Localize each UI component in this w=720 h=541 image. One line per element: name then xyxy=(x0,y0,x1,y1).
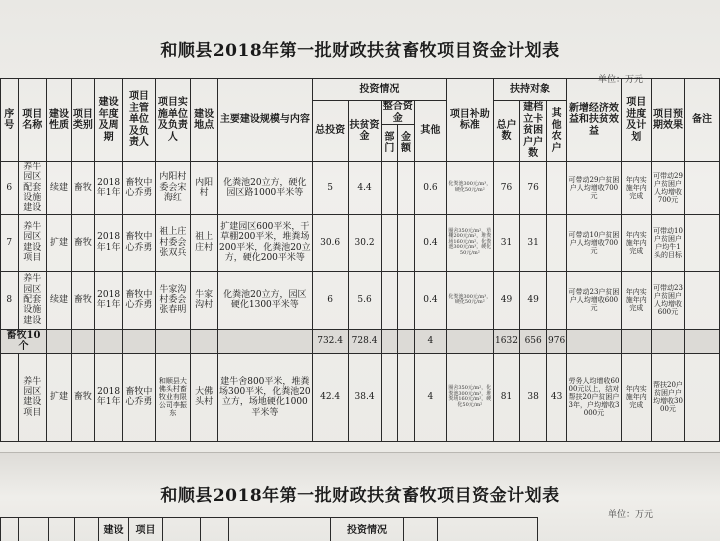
cell-impl: 和顺县大佛头村畜牧业有限公司李振东 xyxy=(155,353,191,441)
cell-seq xyxy=(1,353,19,441)
cell-poor: 31 xyxy=(520,214,547,271)
header-expect: 项目预期效果 xyxy=(651,79,684,162)
header-total: 总投资 xyxy=(312,101,348,162)
cell-expect: 帮扶20户贫困户户均增收3000元 xyxy=(651,353,684,441)
unit-label: 单位：万元 xyxy=(598,72,643,85)
cell-total: 42.4 xyxy=(312,353,348,441)
cell-expect: 可带动10户贫困户户均牛1头的目标 xyxy=(651,214,684,271)
cell-progress: 年内实施年内完成 xyxy=(621,353,651,441)
header-remark: 备注 xyxy=(684,79,719,162)
cell-site: 大佛头村 xyxy=(191,353,218,441)
header-households: 总户数 xyxy=(493,101,520,162)
header-owner: 项目主管单位及负责人 xyxy=(123,79,155,162)
cell-otherh xyxy=(546,214,566,271)
header-impl: 项目实施单位及负责人 xyxy=(155,79,191,162)
table-row xyxy=(1,353,720,441)
cell-benefit: 劳务人均增收6000元以上，结对帮扶20户贫困户3年，户均增收3000元 xyxy=(567,353,621,441)
cell-benefit: 可带动29户贫困户人均增收700元 xyxy=(567,162,621,215)
cell-benefit: 可带动10户贫困户人均增收700元 xyxy=(567,214,621,271)
subtotal-row xyxy=(1,329,720,353)
cell-site: 内阳村 xyxy=(191,162,218,215)
table-title: 和顺县2018年第一批财政扶贫畜牧项目资金计划表 xyxy=(0,36,720,61)
cell-fund: 5.6 xyxy=(348,271,381,329)
cell-other: 0.4 xyxy=(414,214,446,271)
cell-year: 2018年1年 xyxy=(94,162,122,215)
header-amount: 金额 xyxy=(398,125,415,162)
cell-poor: 76 xyxy=(520,162,547,215)
cell-amount xyxy=(398,271,415,329)
cell-name: 养牛园区配套设施建设 xyxy=(18,271,46,329)
cell-subsidy: 圈舍350元/m²，草棚200元/m²，堆粪场160元/m²，化粪池300元/m³，硬化50元/m² xyxy=(446,214,493,271)
cell-category: 畜牧 xyxy=(71,214,94,271)
unit-label-page-2: 单位：万元 xyxy=(608,507,653,520)
cell-subsidy: 圈舍350元/m²，化粪池300元/m³，堆粪场160元/m²，硬化50元/m² xyxy=(446,353,493,441)
header-dept: 部门 xyxy=(381,125,398,162)
cell-households: 76 xyxy=(493,162,520,215)
document-page-2 xyxy=(0,452,720,541)
header-year: 建设年度及周期 xyxy=(94,79,122,162)
header-poor: 建档立卡贫困户户数 xyxy=(520,101,547,162)
cell-category: 畜牧 xyxy=(71,162,94,215)
cell-category: 畜牧 xyxy=(71,353,94,441)
cell-dept xyxy=(381,353,398,441)
cell-name: 养牛园区建设项目 xyxy=(18,353,46,441)
cell-benefit: 可带动23户贫困户人均增收600元 xyxy=(567,271,621,329)
funding-plan-table-page-2 xyxy=(0,517,538,541)
cell-dept xyxy=(381,271,398,329)
header-progress: 项目进度及计划 xyxy=(621,79,651,162)
cell-content: 化粪池20立方，硬化园区路1000平米等 xyxy=(217,162,312,215)
header-content: 主要建设规模与内容 xyxy=(217,79,312,162)
cell-content: 化粪池20立方，园区硬化1300平米等 xyxy=(217,271,312,329)
cell-nature: 续建 xyxy=(47,271,72,329)
cell-owner: 畜牧中心乔勇 xyxy=(123,214,155,271)
header-project-fragment: 项目 xyxy=(129,518,163,541)
cell-dept xyxy=(381,162,398,215)
cell-name: 养牛园区建设项目 xyxy=(18,214,46,271)
cell-amount xyxy=(398,162,415,215)
cell-expect: 可带动23户贫困户人均增收600元 xyxy=(651,271,684,329)
subtotal-other: 4 xyxy=(414,329,446,353)
cell-otherh: 43 xyxy=(546,353,566,441)
cell-households: 81 xyxy=(493,353,520,441)
header-subsidy: 项目补助标准 xyxy=(446,79,493,162)
subtotal-label: 畜牧10个 xyxy=(1,329,47,353)
cell-progress: 年内实施年内完成 xyxy=(621,214,651,271)
cell-households: 49 xyxy=(493,271,520,329)
cell-site: 祖上庄村 xyxy=(191,214,218,271)
cell-owner: 畜牧中心乔勇 xyxy=(123,353,155,441)
cell-total: 5 xyxy=(312,162,348,215)
cell-total: 30.6 xyxy=(312,214,348,271)
cell-poor: 49 xyxy=(520,271,547,329)
subtotal-households: 1632 xyxy=(493,329,520,353)
header-category: 项目类别 xyxy=(71,79,94,162)
subtotal-poor: 656 xyxy=(520,329,547,353)
cell-subsidy: 化粪池300元/m³，硬化50元/m² xyxy=(446,162,493,215)
cell-year: 2018年1年 xyxy=(94,214,122,271)
cell-remark xyxy=(684,162,719,215)
cell-expect: 可带动29户贫困户人均增收700元 xyxy=(651,162,684,215)
cell-dept xyxy=(381,214,398,271)
cell-impl: 牛家沟村委会张春明 xyxy=(155,271,191,329)
header-benefit: 新增经济效益和扶贫效益 xyxy=(567,79,621,162)
cell-seq: 6 xyxy=(1,162,19,215)
header-build-fragment: 建设 xyxy=(99,518,129,541)
header-invest: 投资情况 xyxy=(312,79,446,101)
funding-plan-table xyxy=(0,78,720,442)
cell-nature: 续建 xyxy=(47,162,72,215)
cell-owner: 畜牧中心乔勇 xyxy=(123,271,155,329)
cell-remark xyxy=(684,214,719,271)
cell-content: 扩建园区600平米，干草棚200平米，堆粪场200平米，化粪池20立方，硬化200平米等 xyxy=(217,214,312,271)
table-row xyxy=(1,214,720,271)
header-name: 项目名称 xyxy=(18,79,46,162)
cell-nature: 扩建 xyxy=(47,214,72,271)
header-target: 扶持对象 xyxy=(493,79,567,101)
cell-seq: 8 xyxy=(1,271,19,329)
cell-total: 6 xyxy=(312,271,348,329)
header-other: 其他 xyxy=(414,101,446,162)
header-nature: 建设性质 xyxy=(47,79,72,162)
cell-fund: 4.4 xyxy=(348,162,381,215)
cell-amount xyxy=(398,353,415,441)
cell-impl: 内阳村委会宋海红 xyxy=(155,162,191,215)
table-row xyxy=(1,162,720,215)
subtotal-total: 732.4 xyxy=(312,329,348,353)
header-invest-fragment: 投资情况 xyxy=(331,518,404,541)
cell-site: 牛家沟村 xyxy=(191,271,218,329)
cell-owner: 畜牧中心乔勇 xyxy=(123,162,155,215)
subtotal-fund: 728.4 xyxy=(348,329,381,353)
cell-seq: 7 xyxy=(1,214,19,271)
header-otherh: 其他农户 xyxy=(546,101,566,162)
cell-nature: 扩建 xyxy=(47,353,72,441)
header-seq: 序号 xyxy=(1,79,19,162)
cell-otherh xyxy=(546,162,566,215)
cell-amount xyxy=(398,214,415,271)
cell-otherh xyxy=(546,271,566,329)
cell-fund: 30.2 xyxy=(348,214,381,271)
table-title-page-2: 和顺县2018年第一批财政扶贫畜牧项目资金计划表 xyxy=(0,481,720,506)
header-site: 建设地点 xyxy=(191,79,218,162)
cell-category: 畜牧 xyxy=(71,271,94,329)
cell-impl: 祖上庄村委会张双兵 xyxy=(155,214,191,271)
cell-remark xyxy=(684,271,719,329)
cell-households: 31 xyxy=(493,214,520,271)
header-fund: 扶贫资金 xyxy=(348,101,381,162)
cell-year: 2018年1年 xyxy=(94,271,122,329)
cell-year: 2018年1年 xyxy=(94,353,122,441)
cell-other: 0.6 xyxy=(414,162,446,215)
cell-subsidy: 化粪池300元/m³，硬化50元/m² xyxy=(446,271,493,329)
cell-other: 4 xyxy=(414,353,446,441)
cell-poor: 38 xyxy=(520,353,547,441)
subtotal-otherh: 976 xyxy=(546,329,566,353)
cell-progress: 年内实施年内完成 xyxy=(621,271,651,329)
cell-progress: 年内实施年内完成 xyxy=(621,162,651,215)
cell-remark xyxy=(684,353,719,441)
cell-other: 0.4 xyxy=(414,271,446,329)
cell-content: 建牛舍800平米，堆粪场300平米，化粪池20立方，场地硬化1000平米等 xyxy=(217,353,312,441)
cell-name: 养牛园区配套设施建设 xyxy=(18,162,46,215)
table-row xyxy=(1,271,720,329)
cell-fund: 38.4 xyxy=(348,353,381,441)
header-integrate: 整合资金 xyxy=(381,101,414,125)
